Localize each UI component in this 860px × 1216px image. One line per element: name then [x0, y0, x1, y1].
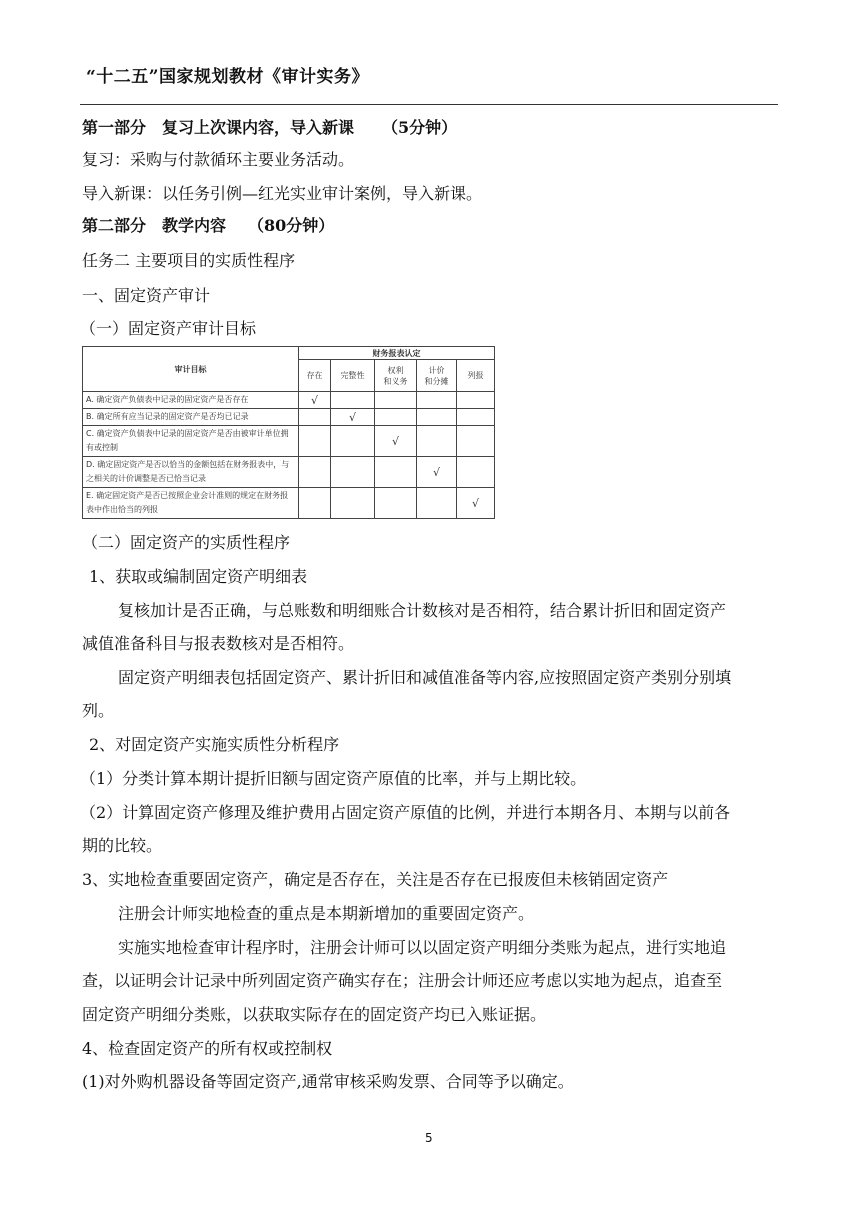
check-mark-cell: √ [331, 409, 375, 426]
assertion-column-0 [299, 360, 331, 392]
intro-line: 导入新课：以任务引例—红光实业审计案例，导入新课。 [82, 184, 483, 203]
empty-cell [417, 392, 457, 409]
assertion-column-3 [417, 360, 457, 392]
section-title: 一、固定资产审计 [82, 286, 211, 305]
item-2-heading: 2、对固定资产实施实质性分析程序 [89, 735, 340, 754]
empty-cell [417, 409, 457, 426]
header-divider [80, 104, 778, 105]
empty-cell [299, 426, 331, 457]
table-row [83, 457, 495, 488]
empty-cell [299, 409, 331, 426]
assertion-column-label-2: 和分摊 [424, 376, 449, 386]
empty-cell [457, 409, 495, 426]
item-4-point-1: (1)对外购机器设备等固定资产,通常审核采购发票、合同等予以确定。 [82, 1072, 574, 1091]
assertion-header: 财务报表认定 [299, 347, 495, 360]
table-row [83, 409, 495, 426]
check-mark-cell: √ [375, 426, 417, 457]
empty-cell [299, 488, 331, 519]
item-3-heading: 3、实地检查重要固定资产，确定是否存在，关注是否存在已报废但未核销固定资产 [82, 870, 669, 889]
paragraph-1-line-2: 减值准备科目与报表数核对是否相符。 [82, 634, 355, 653]
part2-time: （80分钟） [248, 216, 335, 235]
check-mark-cell: √ [457, 488, 495, 519]
page-number: 5 [425, 1131, 433, 1145]
empty-cell [331, 488, 375, 519]
objective-cell: A. 确定资产负债表中记录的固定资产是否存在 [83, 392, 299, 409]
empty-cell [457, 392, 495, 409]
part1-heading [82, 117, 457, 139]
assertion-column-label: 权利 [387, 365, 404, 375]
table-row [83, 426, 495, 457]
empty-cell [331, 457, 375, 488]
table-row [83, 488, 495, 519]
empty-cell [375, 409, 417, 426]
audit-objectives-table [82, 346, 495, 519]
paragraph-4-line-2: 查，以证明会计记录中所列固定资产确实存在；注册会计师还应考虑以实地为起点，追查至 [82, 971, 723, 990]
item-2-point-2-line-1: （2）计算固定资产修理及维护费用占固定资产原值的比例，并进行本期各月、本期与以前各 [80, 803, 731, 822]
empty-cell [417, 426, 457, 457]
check-mark-cell: √ [417, 457, 457, 488]
subsection-title-1: （一）固定资产审计目标 [80, 319, 257, 338]
part2-heading [82, 215, 334, 237]
empty-cell [299, 457, 331, 488]
paragraph-2-line-2: 列。 [82, 701, 115, 720]
assertion-column-2 [375, 360, 417, 392]
objective-cell: E. 确定固定资产是否已按照企业会计准则的规定在财务报表中作出恰当的列报 [83, 488, 299, 519]
objective-cell: C. 确定资产负债表中记录的固定资产是否由被审计单位拥有或控制 [83, 426, 299, 457]
item-2-point-1: （1）分类计算本期计提折旧额与固定资产原值的比率，并与上期比较。 [80, 769, 587, 788]
part2-heading-text: 第二部分 教学内容 [82, 216, 227, 235]
assertion-column-label: 完整性 [340, 371, 365, 380]
assertion-column-1 [331, 360, 375, 392]
item-1-heading: 1、获取或编制固定资产明细表 [89, 567, 308, 586]
header-title: “十二五”国家规划教材《审计实务》 [86, 67, 370, 87]
paragraph-4-line-3: 固定资产明细分类账，以获取实际存在的固定资产均已入账证据。 [82, 1005, 547, 1024]
empty-cell [331, 392, 375, 409]
part1-heading-text: 第一部分 复习上次课内容，导入新课 [82, 118, 355, 137]
objective-header: 审计目标 [83, 347, 299, 392]
part1-time: （5分钟） [382, 118, 458, 137]
empty-cell [375, 457, 417, 488]
paragraph-1-line-1: 复核加计是否正确，与总账数和明细账合计数核对是否相符，结合累计折旧和固定资产 [118, 601, 727, 620]
table-row [83, 392, 495, 409]
empty-cell [375, 392, 417, 409]
empty-cell [457, 457, 495, 488]
empty-cell [375, 488, 417, 519]
subsection-title-2: （二）固定资产的实质性程序 [82, 533, 291, 552]
empty-cell [457, 426, 495, 457]
empty-cell [417, 488, 457, 519]
paragraph-4-line-1: 实施实地检查审计程序时，注册会计师可以以固定资产明细分类账为起点，进行实地追 [118, 938, 727, 957]
assertion-column-label: 列报 [467, 371, 484, 380]
task-title: 任务二 主要项目的实质性程序 [82, 251, 296, 270]
review-line: 复习：采购与付款循环主要业务活动。 [82, 150, 355, 169]
empty-cell [331, 426, 375, 457]
assertion-column-label-2: 和义务 [383, 376, 408, 386]
check-mark-cell: √ [299, 392, 331, 409]
objective-cell: D. 确定固定资产是否以恰当的金额包括在财务报表中，与之相关的计价调整是否已恰当记录 [83, 457, 299, 488]
assertion-column-label: 计价 [428, 365, 445, 375]
item-2-point-2-line-2: 期的比较。 [82, 836, 163, 855]
paragraph-3: 注册会计师实地检查的重点是本期新增加的重要固定资产。 [118, 904, 535, 923]
assertion-column-4 [457, 360, 495, 392]
item-4-heading: 4、检查固定资产的所有权或控制权 [82, 1039, 333, 1058]
paragraph-2-line-1: 固定资产明细表包括固定资产、累计折旧和减值准备等内容,应按照固定资产类别分别填 [118, 668, 732, 687]
assertion-column-label: 存在 [306, 371, 323, 380]
objective-cell: B. 确定所有应当记录的固定资产是否均已记录 [83, 409, 299, 426]
